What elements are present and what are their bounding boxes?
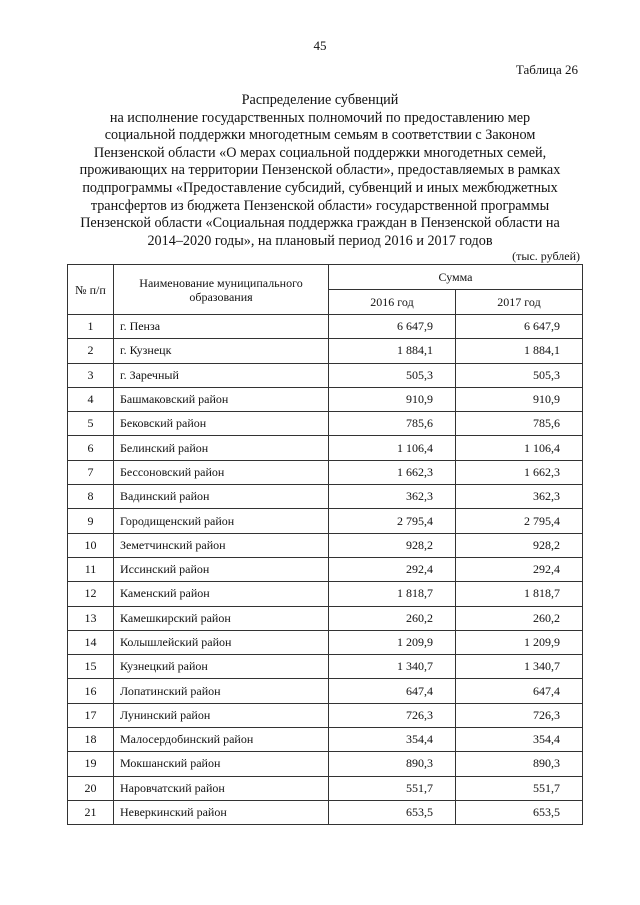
table-row: [68, 582, 583, 606]
row-number: 12: [68, 582, 114, 606]
header-2017: 2017 год: [456, 290, 583, 315]
title-line: подпрограммы «Предоставление субсидий, субвенций и иных межбюджетных: [82, 179, 558, 196]
row-number: 14: [68, 630, 114, 654]
row-value-2016: 928,2: [329, 533, 456, 557]
header-num: № п/п: [68, 265, 114, 315]
row-value-2017: 785,6: [456, 412, 583, 436]
row-number: 7: [68, 460, 114, 484]
row-value-2017: 260,2: [456, 606, 583, 630]
row-number: 2: [68, 339, 114, 363]
row-value-2017: 505,3: [456, 363, 583, 387]
row-number: 17: [68, 703, 114, 727]
table-row: [68, 557, 583, 581]
row-municipality: Башмаковский район: [114, 387, 329, 411]
row-value-2016: 505,3: [329, 363, 456, 387]
title-line: на исполнение государственных полномочий по предоставлению мер: [109, 109, 531, 126]
row-number: 16: [68, 679, 114, 703]
table-row: [68, 728, 583, 752]
row-number: 10: [68, 533, 114, 557]
table-row: [68, 387, 583, 411]
row-municipality: Земетчинский район: [114, 533, 329, 557]
row-value-2017: 1 884,1: [456, 339, 583, 363]
table-row: [68, 630, 583, 654]
row-municipality: Колышлейский район: [114, 630, 329, 654]
page-number: 45: [313, 38, 327, 53]
header-sum: Сумма: [329, 265, 583, 290]
row-value-2017: 2 795,4: [456, 509, 583, 533]
title-line: проживающих на территории Пензенской области», предоставляемых в рамках: [79, 162, 561, 179]
row-value-2016: 653,5: [329, 800, 456, 824]
row-number: 15: [68, 655, 114, 679]
row-number: 3: [68, 363, 114, 387]
subsidy-table: [67, 264, 583, 825]
row-number: 21: [68, 800, 114, 824]
row-value-2017: 354,4: [456, 728, 583, 752]
row-number: 1: [68, 315, 114, 339]
row-municipality: г. Пенза: [114, 315, 329, 339]
row-value-2017: 1 340,7: [456, 655, 583, 679]
row-value-2016: 1 209,9: [329, 630, 456, 654]
row-municipality: Малосердобинский район: [114, 728, 329, 752]
row-value-2017: 928,2: [456, 533, 583, 557]
title-line: 2014–2020 годы», на плановый период 2016 и 2017 годов: [147, 232, 493, 249]
row-value-2017: 890,3: [456, 752, 583, 776]
table-row: [68, 606, 583, 630]
row-municipality: Городищенский район: [114, 509, 329, 533]
table-row: [68, 412, 583, 436]
row-municipality: г. Заречный: [114, 363, 329, 387]
table-row: [68, 776, 583, 800]
table-row: [68, 509, 583, 533]
row-value-2017: 653,5: [456, 800, 583, 824]
row-value-2017: 1 209,9: [456, 630, 583, 654]
header-2016: 2016 год: [329, 290, 456, 315]
table-row: [68, 655, 583, 679]
row-number: 11: [68, 557, 114, 581]
title-line: социальной поддержки многодетным семьям в соответствии с Законом: [104, 127, 536, 144]
units-note: (тыс. рублей): [512, 249, 580, 263]
row-municipality: Лунинский район: [114, 703, 329, 727]
table-body: [68, 315, 583, 825]
table-row: [68, 436, 583, 460]
row-value-2016: 2 795,4: [329, 509, 456, 533]
row-value-2017: 551,7: [456, 776, 583, 800]
row-number: 5: [68, 412, 114, 436]
row-number: 18: [68, 728, 114, 752]
row-municipality: Каменский район: [114, 582, 329, 606]
row-value-2016: 1 662,3: [329, 460, 456, 484]
table-row: [68, 752, 583, 776]
row-value-2016: 292,4: [329, 557, 456, 581]
row-value-2016: 260,2: [329, 606, 456, 630]
row-municipality: Вадинский район: [114, 485, 329, 509]
row-municipality: Мокшанский район: [114, 752, 329, 776]
row-value-2016: 551,7: [329, 776, 456, 800]
row-municipality: Белинский район: [114, 436, 329, 460]
row-value-2016: 726,3: [329, 703, 456, 727]
title-line: трансфертов из бюджета Пензенской области» государственной программы: [90, 197, 550, 214]
title-line: Распределение субвенций: [241, 92, 399, 108]
row-municipality: Наровчатский район: [114, 776, 329, 800]
row-municipality: Неверкинский район: [114, 800, 329, 824]
row-value-2017: 6 647,9: [456, 315, 583, 339]
row-value-2017: 1 662,3: [456, 460, 583, 484]
row-value-2016: 1 818,7: [329, 582, 456, 606]
row-municipality: Камешкирский район: [114, 606, 329, 630]
row-municipality: Иссинский район: [114, 557, 329, 581]
table-row: [68, 485, 583, 509]
table-row: [68, 679, 583, 703]
row-value-2017: 362,3: [456, 485, 583, 509]
table-row: [68, 460, 583, 484]
table-row: [68, 703, 583, 727]
row-value-2017: 292,4: [456, 557, 583, 581]
table-row: [68, 315, 583, 339]
table-row: [68, 533, 583, 557]
row-value-2016: 6 647,9: [329, 315, 456, 339]
row-municipality: Бековский район: [114, 412, 329, 436]
row-value-2016: 890,3: [329, 752, 456, 776]
table-label: Таблица 26: [515, 62, 578, 77]
document-title: [40, 92, 600, 250]
table-row: [68, 339, 583, 363]
table-row: [68, 363, 583, 387]
row-value-2017: 1 818,7: [456, 582, 583, 606]
row-number: 9: [68, 509, 114, 533]
title-line: Пензенской области «О мерах социальной поддержки многодетных семей,: [93, 144, 547, 161]
row-number: 13: [68, 606, 114, 630]
row-value-2016: 785,6: [329, 412, 456, 436]
header-name: Наименование муниципального образования: [114, 265, 329, 315]
table-row: [68, 800, 583, 824]
row-municipality: Кузнецкий район: [114, 655, 329, 679]
row-value-2017: 647,4: [456, 679, 583, 703]
row-value-2016: 910,9: [329, 387, 456, 411]
row-number: 4: [68, 387, 114, 411]
row-municipality: г. Кузнецк: [114, 339, 329, 363]
row-value-2016: 647,4: [329, 679, 456, 703]
title-line: Пензенской области «Социальная поддержка граждан в Пензенской области на: [80, 215, 560, 232]
row-municipality: Бессоновский район: [114, 460, 329, 484]
row-number: 6: [68, 436, 114, 460]
row-value-2016: 1 884,1: [329, 339, 456, 363]
row-value-2016: 354,4: [329, 728, 456, 752]
row-value-2016: 362,3: [329, 485, 456, 509]
row-number: 19: [68, 752, 114, 776]
row-value-2017: 1 106,4: [456, 436, 583, 460]
row-number: 20: [68, 776, 114, 800]
row-value-2017: 726,3: [456, 703, 583, 727]
row-municipality: Лопатинский район: [114, 679, 329, 703]
row-value-2016: 1 106,4: [329, 436, 456, 460]
row-value-2017: 910,9: [456, 387, 583, 411]
row-value-2016: 1 340,7: [329, 655, 456, 679]
row-number: 8: [68, 485, 114, 509]
